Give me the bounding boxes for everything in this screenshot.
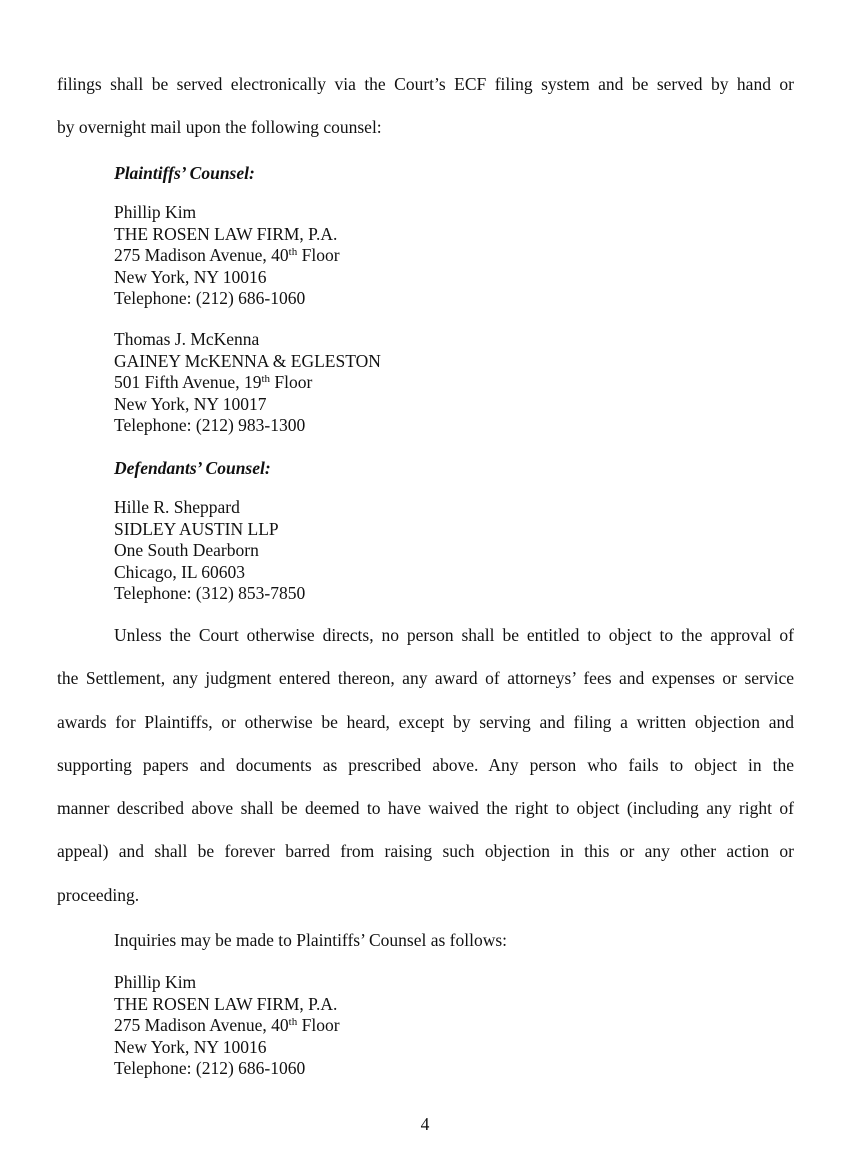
counsel-phone: Telephone: (212) 983-1300 bbox=[114, 415, 306, 435]
counsel-firm: THE ROSEN LAW FIRM, P.A. bbox=[114, 223, 338, 244]
counsel-name: Phillip Kim bbox=[114, 972, 197, 992]
street-text: 275 Madison Avenue, 40 bbox=[114, 245, 289, 265]
counsel-name: Hille R. Sheppard bbox=[114, 497, 240, 517]
objection-line-6: appeal) and shall be forever barred from raising such objection in this or any other action or bbox=[57, 841, 794, 862]
inquiries-intro: Inquiries may be made to Plaintiffs’ Counsel as follows: bbox=[114, 930, 508, 950]
plaintiffs-counsel-entry-gainey bbox=[114, 329, 381, 437]
counsel-phone: Telephone: (212) 686-1060 bbox=[114, 1058, 306, 1078]
defendants-counsel-heading: Defendants’ Counsel: bbox=[114, 458, 271, 478]
intro-line-1: filings shall be served electronically via the Court’s ECF filing system and be served by hand or bbox=[57, 74, 794, 94]
objection-line-7: proceeding. bbox=[57, 884, 140, 905]
counsel-firm: GAINEY McKENNA & EGLESTON bbox=[114, 350, 381, 371]
intro-paragraph bbox=[57, 63, 794, 150]
counsel-street bbox=[114, 1015, 340, 1037]
street-text: 501 Fifth Avenue, 19 bbox=[114, 372, 262, 392]
street-floor: Floor bbox=[270, 372, 313, 392]
ordinal-suffix: th bbox=[288, 1016, 298, 1028]
objection-paragraph bbox=[57, 614, 794, 917]
plaintiffs-counsel-entry-rosen bbox=[114, 202, 340, 310]
ordinal-suffix: th bbox=[288, 246, 298, 258]
street-floor: Floor bbox=[297, 245, 340, 265]
inquiries-contact-entry bbox=[114, 972, 340, 1080]
counsel-firm: SIDLEY AUSTIN LLP bbox=[114, 518, 279, 539]
objection-line-4: supporting papers and documents as prescribed above. Any person who fails to object in the bbox=[57, 754, 794, 775]
counsel-city: New York, NY 10017 bbox=[114, 393, 267, 414]
intro-line-2: by overnight mail upon the following counsel: bbox=[57, 117, 382, 138]
counsel-phone: Telephone: (312) 853-7850 bbox=[114, 583, 306, 603]
street-floor: Floor bbox=[297, 1015, 340, 1035]
page-number: 4 bbox=[420, 1114, 430, 1134]
counsel-street bbox=[114, 245, 340, 267]
counsel-city: New York, NY 10016 bbox=[114, 266, 267, 287]
counsel-name: Thomas J. McKenna bbox=[114, 329, 260, 349]
defendants-counsel-entry-sidley bbox=[114, 497, 305, 605]
objection-line-1: Unless the Court otherwise directs, no person shall be entitled to object to the approval of bbox=[114, 625, 794, 645]
counsel-street: One South Dearborn bbox=[114, 540, 259, 560]
counsel-street bbox=[114, 372, 381, 394]
street-text: 275 Madison Avenue, 40 bbox=[114, 1015, 289, 1035]
counsel-city: New York, NY 10016 bbox=[114, 1036, 267, 1057]
counsel-firm: THE ROSEN LAW FIRM, P.A. bbox=[114, 993, 338, 1014]
counsel-name: Phillip Kim bbox=[114, 202, 197, 222]
objection-line-2: the Settlement, any judgment entered thereon, any award of attorneys’ fees and expenses or service bbox=[57, 668, 794, 689]
plaintiffs-counsel-heading: Plaintiffs’ Counsel: bbox=[114, 163, 255, 183]
objection-line-5: manner described above shall be deemed to have waived the right to object (including any right of bbox=[57, 798, 794, 819]
counsel-phone: Telephone: (212) 686-1060 bbox=[114, 288, 306, 308]
counsel-city: Chicago, IL 60603 bbox=[114, 561, 246, 582]
objection-line-3: awards for Plaintiffs, or otherwise be heard, except by serving and filing a written objection and bbox=[57, 711, 794, 732]
ordinal-suffix: th bbox=[261, 373, 271, 385]
